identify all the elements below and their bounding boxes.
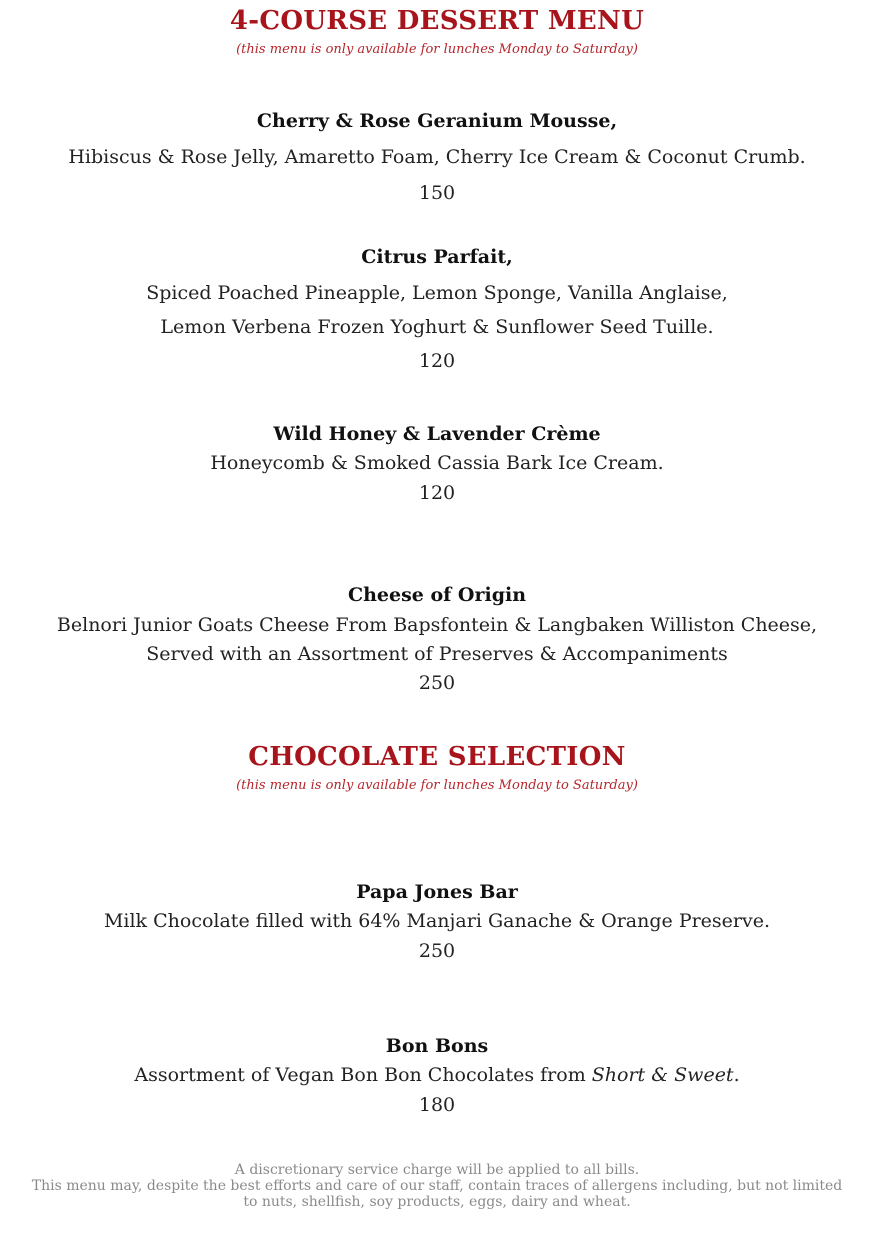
dish-price: 120 (418, 350, 456, 372)
dish-description: Lemon Verbena Frozen Yoghurt & Sunflower Seed Tuille. (160, 316, 714, 338)
dish-price: 180 (418, 1094, 456, 1116)
dish-name: Bon Bons (385, 1035, 489, 1057)
dish-description-text: Assortment of Vegan Bon Bon Chocolates from (134, 1064, 592, 1086)
dish-description: Milk Chocolate filled with 64% Manjari Ganache & Orange Preserve. (103, 910, 771, 932)
dish-description: Served with an Assortment of Preserves & Accompaniments (146, 643, 728, 665)
dish-description-suffix: . (733, 1064, 740, 1086)
dish-description: Honeycomb & Smoked Cassia Bark Ice Cream. (210, 452, 664, 474)
dessert-menu-availability-note: (this menu is only available for lunches Monday to Saturday) (236, 42, 638, 57)
dish-price: 150 (418, 182, 456, 204)
chocolate-selection-title: CHOCOLATE SELECTION (248, 742, 626, 772)
dish-price: 250 (418, 672, 456, 694)
dish-description (0, 1064, 874, 1086)
footer-allergen-notice: This menu may, despite the best efforts and care of our staff, contain traces of allergens including, but not limited (31, 1178, 843, 1194)
dish-price: 120 (418, 482, 456, 504)
footer-allergen-notice-cont: to nuts, shellfish, soy products, eggs, dairy and wheat. (243, 1194, 631, 1210)
dish-name: Citrus Parfait, (361, 246, 513, 268)
dish-name: Cheese of Origin (347, 584, 527, 606)
dessert-menu-title: 4-COURSE DESSERT MENU (229, 6, 645, 36)
brand-name: Short & Sweet (591, 1064, 734, 1086)
dish-description: Spiced Poached Pineapple, Lemon Sponge, Vanilla Anglaise, (146, 282, 728, 304)
dish-name: Papa Jones Bar (356, 881, 518, 903)
dish-name: Cherry & Rose Geranium Mousse, (256, 110, 618, 132)
footer-service-charge: A discretionary service charge will be applied to all bills. (234, 1162, 640, 1178)
dish-description: Belnori Junior Goats Cheese From Bapsfontein & Langbaken Williston Cheese, (56, 614, 818, 636)
dish-name: Wild Honey & Lavender Crème (273, 423, 601, 445)
chocolate-selection-availability-note: (this menu is only available for lunches Monday to Saturday) (236, 778, 638, 793)
dish-description: Hibiscus & Rose Jelly, Amaretto Foam, Cherry Ice Cream & Coconut Crumb. (68, 146, 806, 168)
dish-price: 250 (418, 940, 456, 962)
